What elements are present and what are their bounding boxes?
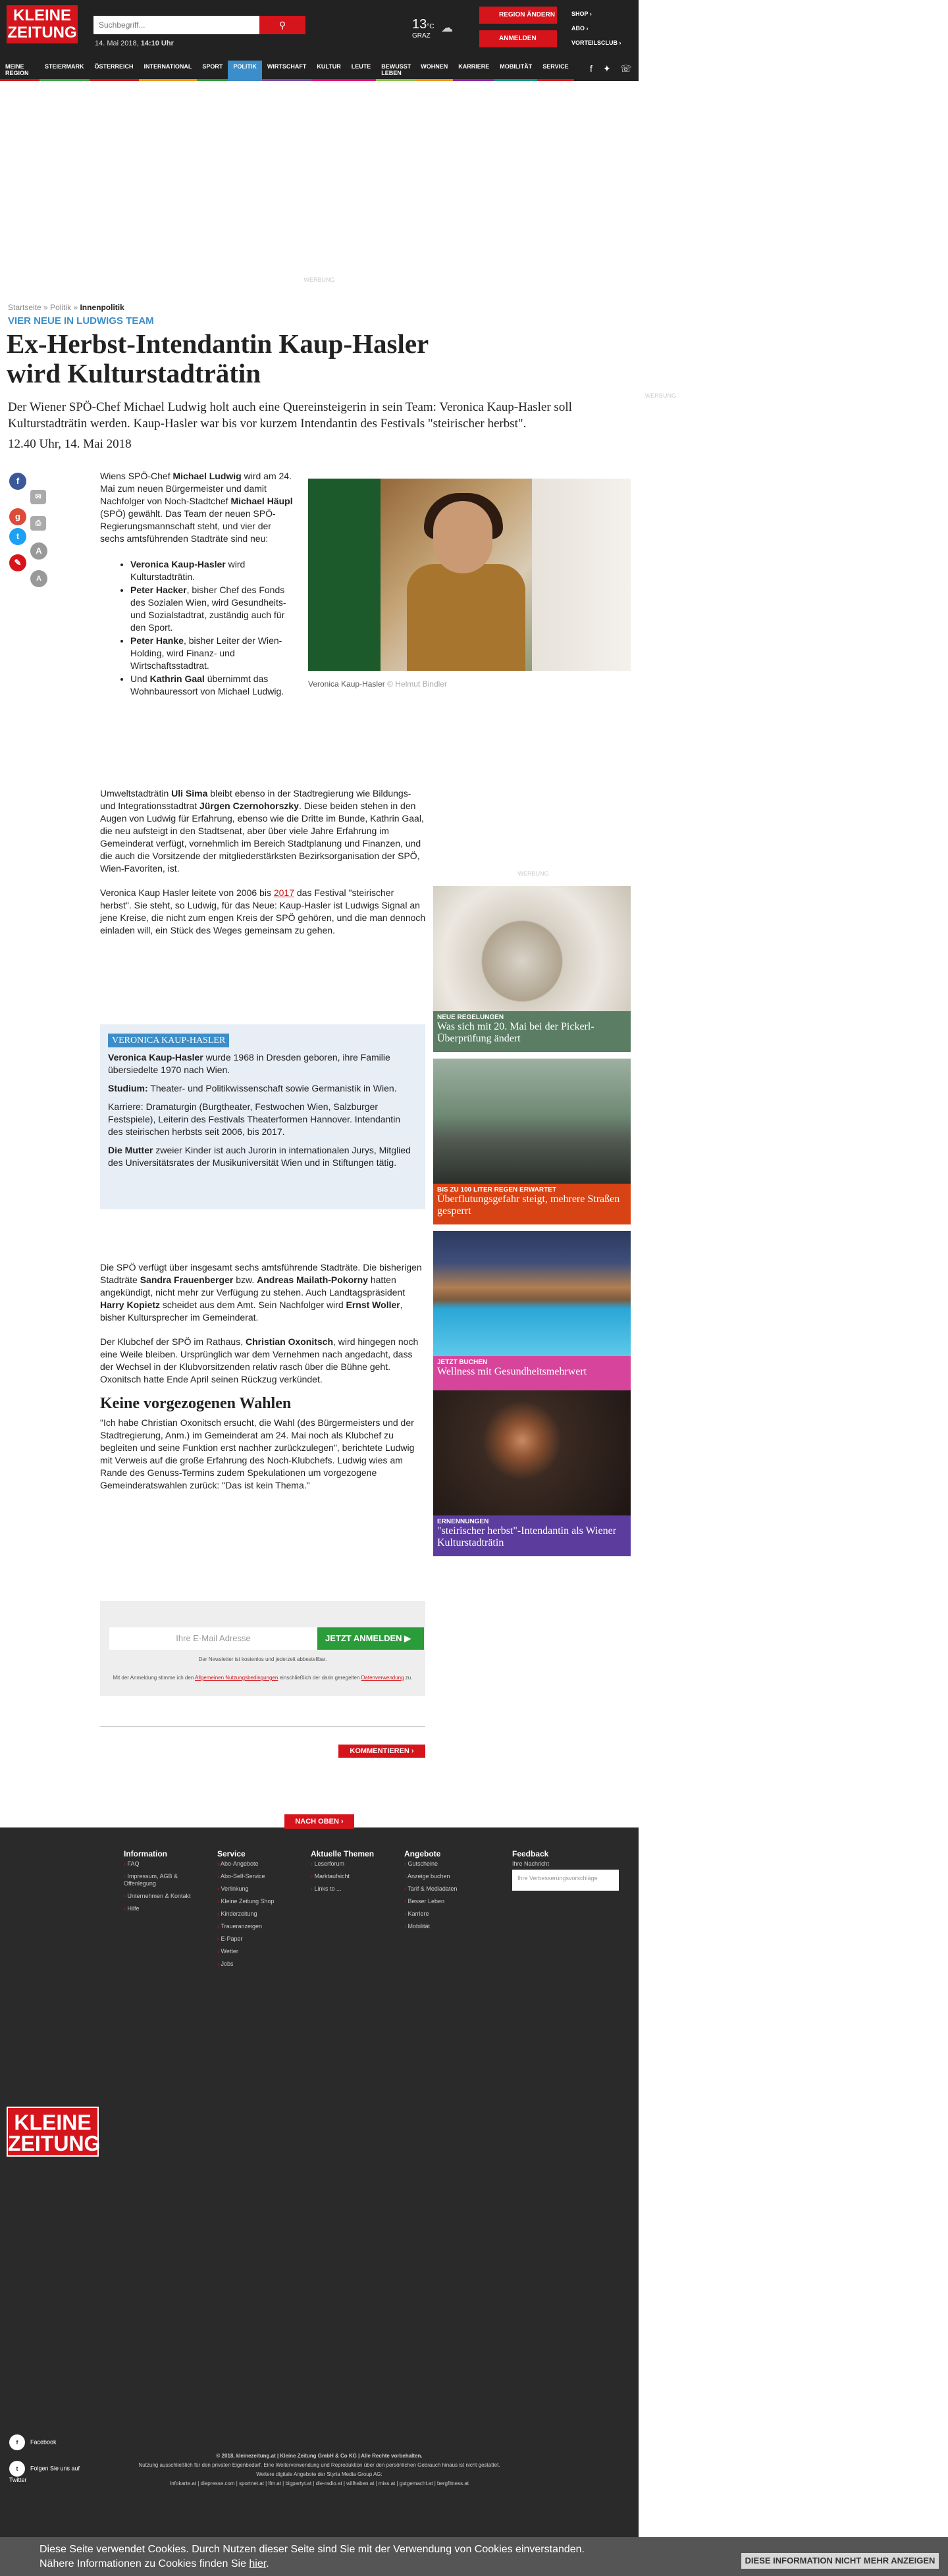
footer-logo[interactable]: KLEINE ZEITUNG: [7, 2107, 99, 2157]
twitter-icon: t: [9, 2461, 25, 2477]
googleplus-share-icon[interactable]: g: [9, 508, 26, 525]
footer-link[interactable]: › Mobilität: [404, 1923, 431, 1930]
teaser-card[interactable]: [433, 1231, 631, 1397]
breadcrumb-section[interactable]: Politik: [50, 303, 72, 312]
breadcrumb-home[interactable]: Startseite: [8, 303, 41, 312]
cookie-info-link[interactable]: hier: [249, 2558, 267, 2569]
footer-copyright: © 2018, kleinezeitung.at | Kleine Zeitung GmbH & Co KG | Alle Rechte vorbehalten. Nutzung ausschließlich für den privaten Eigenbedarf. Eine Weiterverwendung und Reproduktion über den persönlichen Gebrauch hinaus ist nicht gestattet. Weitere digitale Angebote der Styria Media Group AG: Infokarte.at | diepresse.com | sportnet.at | lfm.at | bigpartyt.at | die-radio.at | willhaben.at | miss.at | gutgemacht.at | bergfitness.at: [138, 2453, 500, 2486]
nav-item[interactable]: KULTUR: [311, 61, 346, 81]
info-box-line: Die Mutter zweier Kinder ist auch Jurorin in internationalen Jurys, Mitglied des Universitätsrates der Musikuniversität Wien und in Stiftungen tätig.: [108, 1145, 411, 1168]
footer-link[interactable]: › Marktaufsicht: [311, 1873, 350, 1879]
footer-link[interactable]: › Abo-Self-Service: [217, 1873, 265, 1879]
teaser-text: BIS ZU 100 LITER REGEN ERWARTET Überflutungsgefahr steigt, mehrere Straßen gesperrt: [433, 1184, 631, 1224]
back-to-top-button[interactable]: NACH OBEN ›: [284, 1814, 354, 1829]
nav-item[interactable]: WIRTSCHAFT: [262, 61, 312, 81]
footer-link[interactable]: › Abo-Angebote: [217, 1860, 259, 1867]
breadcrumb-current: Innenpolitik: [80, 303, 124, 312]
article-lead: Der Wiener SPÖ-Chef Michael Ludwig holt auch eine Quereinsteigerin in sein Team: Veronica Kaup-Hasler soll Kulturstadträtin werden. Kaup-Hasler war bis vor kurzem Intendantin des Festivals "steirischer herbst".: [8, 400, 572, 431]
footer-column: [404, 1847, 483, 1935]
footer-column: [311, 1847, 390, 1898]
newsletter-signup: [100, 1601, 425, 1696]
footer-facebook-link[interactable]: f Facebook: [9, 2434, 57, 2450]
font-smaller-icon[interactable]: A: [30, 570, 47, 587]
site-footer: [0, 1827, 639, 2546]
search-icon: ⚲: [278, 20, 286, 30]
info-box-line: Studium: Theater- und Politikwissenschaft sowie Germanistik in Wien.: [108, 1083, 397, 1093]
footer-column: [124, 1847, 203, 1918]
shop-link[interactable]: SHOP ›: [571, 11, 592, 17]
weather-city: GRAZ: [412, 32, 431, 39]
list-item: • Und Kathrin Gaal übernimmt das Wohnbauressort von Michael Ludwig.: [130, 673, 295, 698]
nav-item[interactable]: STEIERMARK: [40, 61, 90, 81]
info-box-line: Veronica Kaup-Hasler wurde 1968 in Dresden geboren, ihre Familie übersiedelte 1970 nach Wien.: [108, 1052, 390, 1075]
ad-label: WERBUNG: [303, 276, 335, 283]
search-input[interactable]: [93, 16, 259, 34]
teaser-text: NEUE REGELUNGEN Was sich mit 20. Mai bei der Pickerl-Überprüfung ändert: [433, 1011, 631, 1052]
newsletter-submit-button[interactable]: JETZT ANMELDEN ▶: [317, 1627, 424, 1650]
mail-icon[interactable]: ✉: [30, 490, 46, 504]
feedback-input[interactable]: Ihre Verbesserungsvorschläge: [512, 1870, 619, 1891]
footer-link[interactable]: › Leserforum: [311, 1860, 345, 1867]
article-body-main: [100, 787, 427, 949]
paragraph: Veronica Kaup Hasler leitete von 2006 bis 2017 das Festival "steirischer herbst". Sie steht, so Ludwig, für das Neue: Kaup-Hasler ist Ludwigs Signal an jene Kreise, die nicht zum engen Kreis der SPÖ gehören, und die man dennoch einladen will, ein Stück des Weges gemeinsam zu gehen.: [100, 887, 426, 935]
facebook-share-icon[interactable]: f: [9, 473, 26, 490]
footer-column-title: Angebote: [404, 1849, 441, 1858]
year-link[interactable]: 2017: [273, 887, 294, 898]
footer-link[interactable]: › Wetter: [217, 1948, 238, 1955]
footer-link[interactable]: › Traueranzeigen: [217, 1923, 263, 1930]
list-item: • Peter Hacker, bisher Chef des Fonds des Sozialen Wien, wird Gesundheits- und Sozialstadtrat, zuständig auch für den Sport.: [130, 584, 295, 634]
current-date: 14. Mai 2018, 14:10 Uhr: [95, 39, 174, 47]
cloud-icon: ☁: [441, 21, 453, 34]
footer-link[interactable]: › Kleine Zeitung Shop: [217, 1898, 275, 1905]
whatsapp-icon[interactable]: ☏: [620, 63, 632, 74]
login-button[interactable]: ANMELDEN: [479, 30, 557, 47]
footer-link[interactable]: › Jobs: [217, 1960, 234, 1967]
print-icon[interactable]: ⎙: [30, 516, 46, 531]
terms-link[interactable]: Allgemeinen Nutzungsbedingungen: [195, 1675, 278, 1681]
paragraph: Der Klubchef der SPÖ im Rathaus, Christian Oxonitsch, wird hingegen noch eine Weile bleiben. Ursprünglich war dem Vernehmen nach angedacht, dass der Wechsel in der Klubvorsitzenden relativ rasch über die Bühne geht. Oxonitsch hatte Ende April seinen Rückzug verkündet.: [100, 1336, 419, 1384]
twitter-share-icon[interactable]: t: [9, 528, 26, 545]
list-item: • Peter Hanke, bisher Leiter der Wien-Holding, wird Finanz- und Wirtschaftsstadtrat.: [130, 635, 295, 672]
footer-link[interactable]: › Verlinkung: [217, 1885, 249, 1892]
footer-twitter-link[interactable]: t Folgen Sie uns auf Twitter: [9, 2461, 95, 2483]
logo-line-1: KLEINE: [13, 7, 71, 24]
nav-item[interactable]: MEINE REGION: [0, 61, 40, 81]
cookie-dismiss-button[interactable]: DIESE INFORMATION NICHT MEHR ANZEIGEN: [741, 2553, 939, 2569]
weather-temp: 13: [412, 17, 427, 32]
paragraph: Wiens SPÖ-Chef Michael Ludwig wird am 24. Mai zum neuen Bürgermeister und damit Nachfolger von Noch-Stadtchef Michael Häupl (SPÖ) gewählt. Das Team der neuen SPÖ-Regierungsmannschaft steht, und vier der sechs amtsführenden Stadträte sind neu:: [100, 471, 293, 544]
footer-link[interactable]: › Links to ...: [311, 1885, 342, 1892]
divider: [100, 1726, 425, 1727]
nav-item[interactable]: MOBILITÄT: [494, 61, 537, 81]
nav-item[interactable]: POLITIK: [228, 61, 262, 81]
footer-link[interactable]: › Gutscheine: [404, 1860, 438, 1867]
paragraph: Die SPÖ verfügt über insgesamt sechs amtsführende Stadträte. Die bisherigen Stadträte Sandra Frauenberger bzw. Andreas Mailath-Pokorny hatten angekündigt, nicht mehr zur Verfügung zu stehen. Auch Landtagspräsident Harry Kopietz scheidet aus dem Amt. Sein Nachfolger wird Ernst Woller, bisher Kultursprecher im Gemeinderat.: [100, 1262, 422, 1323]
footer-link[interactable]: › Besser Leben: [404, 1898, 445, 1905]
footer-column-title: Service: [217, 1849, 246, 1858]
site-logo[interactable]: [7, 5, 78, 43]
sidebar-ad-label: WERBUNG: [645, 392, 676, 399]
nav-item[interactable]: SPORT: [197, 61, 228, 81]
footer-link[interactable]: › Karriere: [404, 1910, 429, 1917]
nav-item[interactable]: BEWUSST LEBEN: [376, 61, 415, 81]
cookie-banner: Diese Seite verwendet Cookies. Durch Nutzen dieser Seite sind Sie mit der Verwendung von Cookies einverstanden. Nähere Informationen zu Cookies finden Sie hier. DIESE INFORMATION NICHT MEHR ANZEIGEN: [0, 2537, 948, 2576]
nav-item[interactable]: ÖSTERREICH: [90, 61, 139, 81]
footer-link[interactable]: › Tarif & Mediadaten: [404, 1885, 458, 1892]
footer-column: [217, 1847, 296, 1973]
footer-link[interactable]: › Anzeige buchen: [404, 1873, 450, 1879]
teaser-ad-label: WERBUNG: [517, 870, 549, 877]
nav-item[interactable]: KARRIERE: [453, 61, 494, 81]
footer-link[interactable]: › Kinderzeitung: [217, 1910, 257, 1917]
info-box: [100, 1024, 425, 1209]
teaser-card[interactable]: [433, 1390, 631, 1556]
new-councillors-list: [130, 558, 295, 698]
footer-feedback: Feedback Ihre Nachricht: [512, 1849, 550, 1867]
breadcrumb: Startseite » Politik » Innenpolitik: [8, 303, 124, 312]
nav-item[interactable]: WOHNEN: [415, 61, 453, 81]
nav-item[interactable]: LEUTE: [346, 61, 377, 81]
comment-icon[interactable]: ✎: [9, 554, 26, 571]
footer-column-title: Information: [124, 1849, 167, 1858]
footer-link[interactable]: › Impressum, AGB & Offenlegung: [124, 1873, 178, 1887]
footer-link[interactable]: › Hilfe: [124, 1905, 140, 1912]
list-item: • Veronica Kaup-Hasler wird Kulturstadträtin.: [130, 558, 295, 583]
article-body-intro: [100, 470, 295, 698]
newsletter-email-input[interactable]: Ihre E-Mail Adresse: [109, 1627, 317, 1650]
article-body-end: [100, 1261, 427, 1504]
teaser-text: JETZT BUCHEN Wellness mit Gesundheitsmehrwert: [433, 1356, 631, 1397]
teaser-card[interactable]: [433, 1059, 631, 1224]
data-usage-link[interactable]: Datenverwendung: [361, 1675, 404, 1681]
footer-column-title: Aktuelle Themen: [311, 1849, 375, 1858]
twitter-icon[interactable]: ✦: [603, 63, 611, 74]
teaser-text: ERNENNUNGEN "steirischer herbst"-Intendantin als Wiener Kulturstadträtin: [433, 1515, 631, 1556]
section-heading: Keine vorgezogenen Wahlen: [100, 1395, 292, 1412]
facebook-icon: f: [9, 2434, 25, 2450]
article-title: Ex-Herbst-Intendantin Kaup-Hasler wird Kulturstadträtin: [7, 329, 429, 388]
teaser-card[interactable]: [433, 886, 631, 1052]
vorteilsclub-link[interactable]: VORTEILSCLUB ›: [571, 39, 621, 46]
newsletter-note: Der Newsletter ist kostenlos und jederzeit abbestellbar.: [198, 1656, 327, 1662]
facebook-icon[interactable]: f: [590, 63, 592, 74]
site-header: [0, 0, 639, 81]
info-box-tag: VERONICA KAUP-HASLER: [108, 1034, 229, 1047]
newsletter-consent: Mit der Anmeldung stimme ich den Allgemeinen Nutzungsbedingungen einschließlich der darin geregelten Datenverwendung zu.: [113, 1675, 413, 1681]
footer-link[interactable]: › E-Paper: [217, 1935, 243, 1942]
article-photo[interactable]: [308, 479, 631, 671]
info-box-line: Karriere: Dramaturgin (Burgtheater, Festwochen Wien, Salzburger Festspiele), Leiterin des Festivals Theaterformen Hannover. Intendantin des steirischen herbsts seit 2006, bis 2017.: [108, 1101, 401, 1137]
paragraph: "Ich habe Christian Oxonitsch ersucht, die Wahl (des Bürgermeisters und der Stadtregierung, Anm.) im Gemeinderat am 24. Mai noch als Klubchef zu begleiten und seine Funktion erst nachher zurückzulegen", berichtete Ludwig mit Verweis auf die große Erfahrung des Noch-Klubchefs. Ludwig wies am Rande des Genuss-Termins zudem Spekulationen um vorgezogene Gemeinderatswahlen zurück: "Das ist kein Thema.": [100, 1417, 415, 1490]
abo-link[interactable]: ABO ›: [571, 25, 589, 32]
footer-link[interactable]: › Unternehmen & Kontakt: [124, 1893, 191, 1899]
article-kicker: VIER NEUE IN LUDWIGS TEAM: [8, 315, 154, 327]
region-change-button[interactable]: REGION ÄNDERN: [479, 7, 557, 24]
weather-unit: °C: [427, 23, 434, 30]
paragraph: Umweltstadträtin Uli Sima bleibt ebenso in der Stadtregierung wie Bildungs- und Integrationsstadtrat Jürgen Czernohorszky. Diese beiden stehen in den Augen von Ludwig für Erfahrung, ebenso wie die Dritte im Bunde, Kathrin Gaal, die neu aufsteigt in den Stadtsenat, aber über viele Jahre Erfahrung im Gemeinderat verfügt, vornehmlich im Bereich Stadtplanung und Finanzen, und die auch die Vorsitzende der mitgliederstärksten Bezirksorganisation der SPÖ, Wien-Favoriten, ist.: [100, 788, 424, 874]
search-button[interactable]: [259, 16, 305, 34]
weather-widget[interactable]: [412, 17, 434, 39]
comment-button[interactable]: KOMMENTIEREN ›: [338, 1745, 425, 1758]
main-nav: [0, 61, 574, 81]
article-timestamp: 12.40 Uhr, 14. Mai 2018: [8, 437, 132, 451]
nav-item[interactable]: INTERNATIONAL: [139, 61, 198, 81]
nav-item[interactable]: SERVICE: [537, 61, 573, 81]
photo-caption: Veronica Kaup-Hasler © Helmut Bindler: [308, 679, 447, 689]
play-icon: ▶: [404, 1633, 411, 1643]
logo-line-2: ZEITUNG: [7, 24, 77, 41]
font-larger-icon[interactable]: A: [30, 542, 47, 560]
footer-link[interactable]: › FAQ: [124, 1860, 140, 1867]
